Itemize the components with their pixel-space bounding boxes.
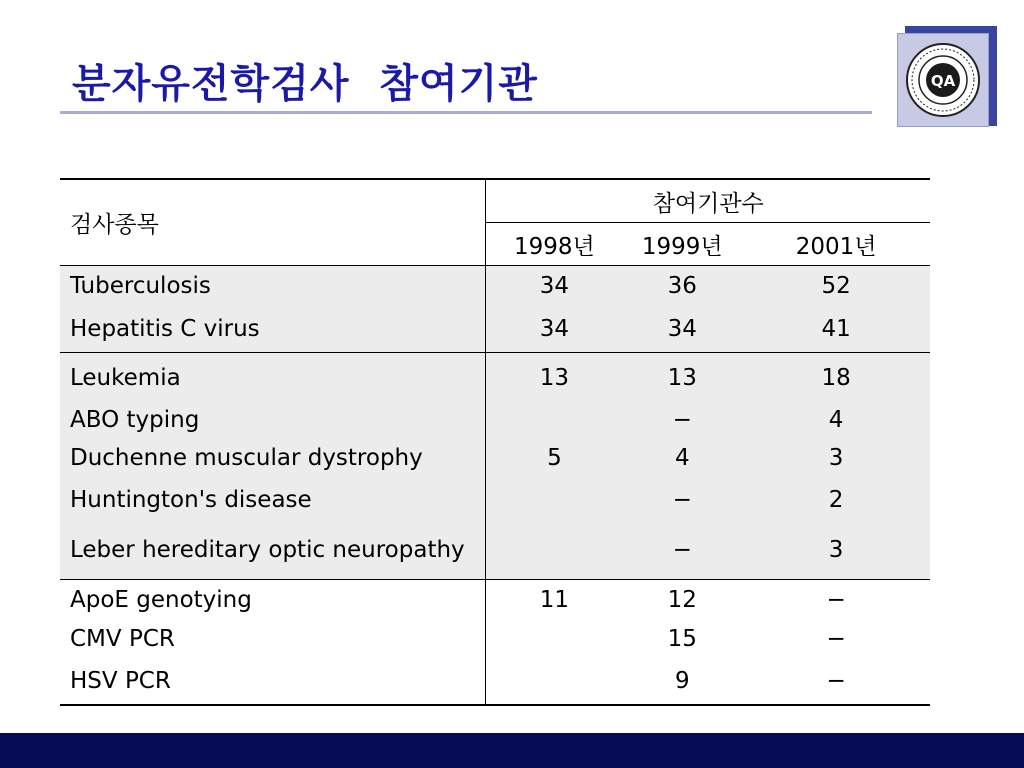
count-cell [486,403,622,437]
count-cell: − [742,658,930,705]
test-item-name: Leber hereditary optic neuropathy [60,521,486,580]
count-cell: 13 [486,353,622,404]
count-cell: 36 [622,266,742,307]
count-cell [486,658,622,705]
test-item-header: 검사종목 [60,179,486,266]
test-item-name: CMV PCR [60,620,486,658]
count-cell: 34 [622,306,742,353]
count-cell: 9 [622,658,742,705]
test-item-name: ABO typing [60,403,486,437]
count-cell: 13 [622,353,742,404]
count-cell [486,620,622,658]
test-item-name: Leukemia [60,353,486,404]
table-row [60,403,930,437]
count-cell: 11 [486,580,622,621]
count-cell: − [622,479,742,521]
table-row [60,306,930,353]
count-cell [486,521,622,580]
year-header: 1998년 [486,223,622,266]
count-cell: 2 [742,479,930,521]
table-row [60,658,930,705]
count-cell: 3 [742,437,930,479]
count-cell: 5 [486,437,622,479]
test-item-name: Tuberculosis [60,266,486,307]
count-cell: 52 [742,266,930,307]
count-cell: 34 [486,266,622,307]
logo-text: QA [930,72,956,90]
table-header-row [60,179,930,223]
table-row [60,266,930,307]
test-item-name: Duchenne muscular dystrophy [60,437,486,479]
count-cell: 3 [742,521,930,580]
title-underline [60,111,872,114]
test-item-name: Huntington's disease [60,479,486,521]
table-row [60,353,930,404]
count-cell: 18 [742,353,930,404]
table-row [60,521,930,580]
count-cell: 12 [622,580,742,621]
count-cell: 4 [622,437,742,479]
count-cell: 34 [486,306,622,353]
test-item-name: Hepatitis C virus [60,306,486,353]
year-header: 1999년 [622,223,742,266]
table-row [60,580,930,621]
count-cell: − [622,521,742,580]
count-cell: 41 [742,306,930,353]
year-header: 2001년 [742,223,930,266]
qa-seal-icon [904,39,982,121]
table-row [60,620,930,658]
footer-bar [0,733,1024,768]
count-cell: − [622,403,742,437]
participation-table [60,178,930,706]
qa-logo [897,33,989,127]
count-cell [486,479,622,521]
count-cell: − [742,580,930,621]
test-item-name: HSV PCR [60,658,486,705]
table-row [60,437,930,479]
count-cell: 4 [742,403,930,437]
table-row [60,479,930,521]
test-item-name: ApoE genotying [60,580,486,621]
count-cell: 15 [622,620,742,658]
count-cell: − [742,620,930,658]
participant-count-header: 참여기관수 [486,179,930,223]
slide-title: 분자유전학검사 참여기관 [72,60,538,107]
